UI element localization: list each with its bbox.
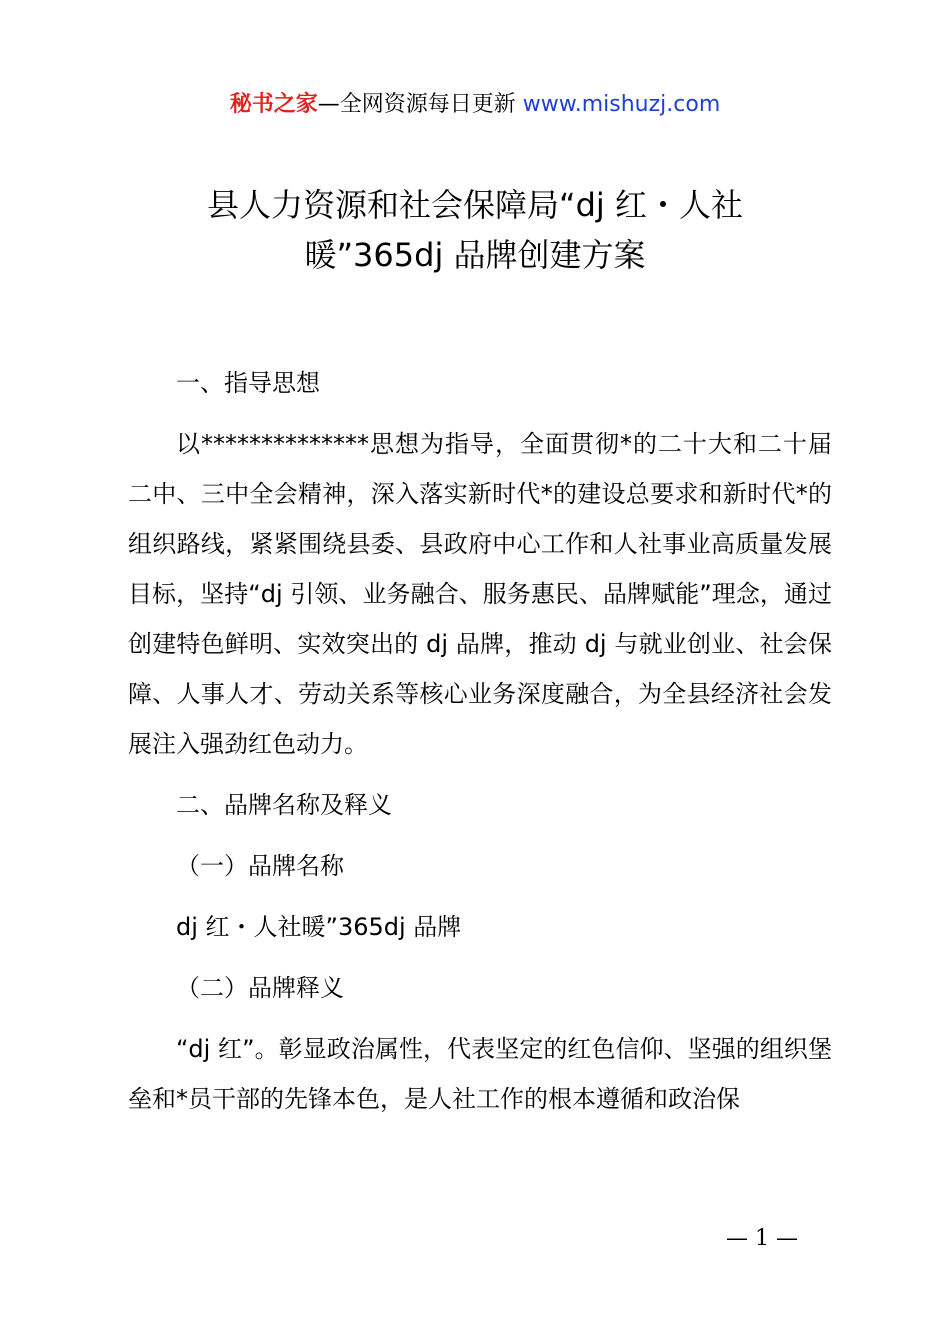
site-brand: 秘书之家 xyxy=(229,92,318,117)
paragraph-brand-meaning: “dj 红”。彰显政治属性，代表坚定的红色信仰、坚强的组织堡垒和*员干部的先锋本色，是人社工作的根本遵循和政治保 xyxy=(128,1035,832,1113)
site-banner xyxy=(0,88,950,122)
title-line-1: 县人力资源和社会保障局“dj 红・人社 xyxy=(207,186,743,224)
page-number: — 1 — xyxy=(726,1226,798,1251)
subheading-brand-meaning: （二）品牌释义 xyxy=(176,974,344,1002)
document-body xyxy=(128,358,832,1135)
site-url-link[interactable]: www.mishuzj.com xyxy=(522,92,721,117)
document-title xyxy=(100,180,850,280)
section-heading-guiding-ideology: 一、指导思想 xyxy=(176,369,320,397)
brand-name-text: dj 红・人社暖”365dj 品牌 xyxy=(176,913,462,941)
title-line-2: 暖”365dj 品牌创建方案 xyxy=(304,236,646,274)
subheading-brand-name: （一）品牌名称 xyxy=(176,852,344,880)
paragraph-guiding-ideology: 以**************思想为指导，全面贯彻*的二十大和二十届二中、三中全会精神，深入落实新时代*的建设总要求和新时代*的组织路线，紧紧围绕县委、县政府中心工作和人社事业高质量发展目标，坚持“dj 引领、业务融合、服务惠民、品牌赋能”理念，通过创建特色鲜明、实效突出的 dj 品牌，推动 dj 与就业创业、社会保障、人事人才、劳动关系等核心业务深度融合，为全县经济社会发展注入强劲红色动力。 xyxy=(128,430,832,758)
site-tagline: —全网资源每日更新 xyxy=(317,92,523,117)
section-heading-brand-name: 二、品牌名称及释义 xyxy=(176,791,392,819)
